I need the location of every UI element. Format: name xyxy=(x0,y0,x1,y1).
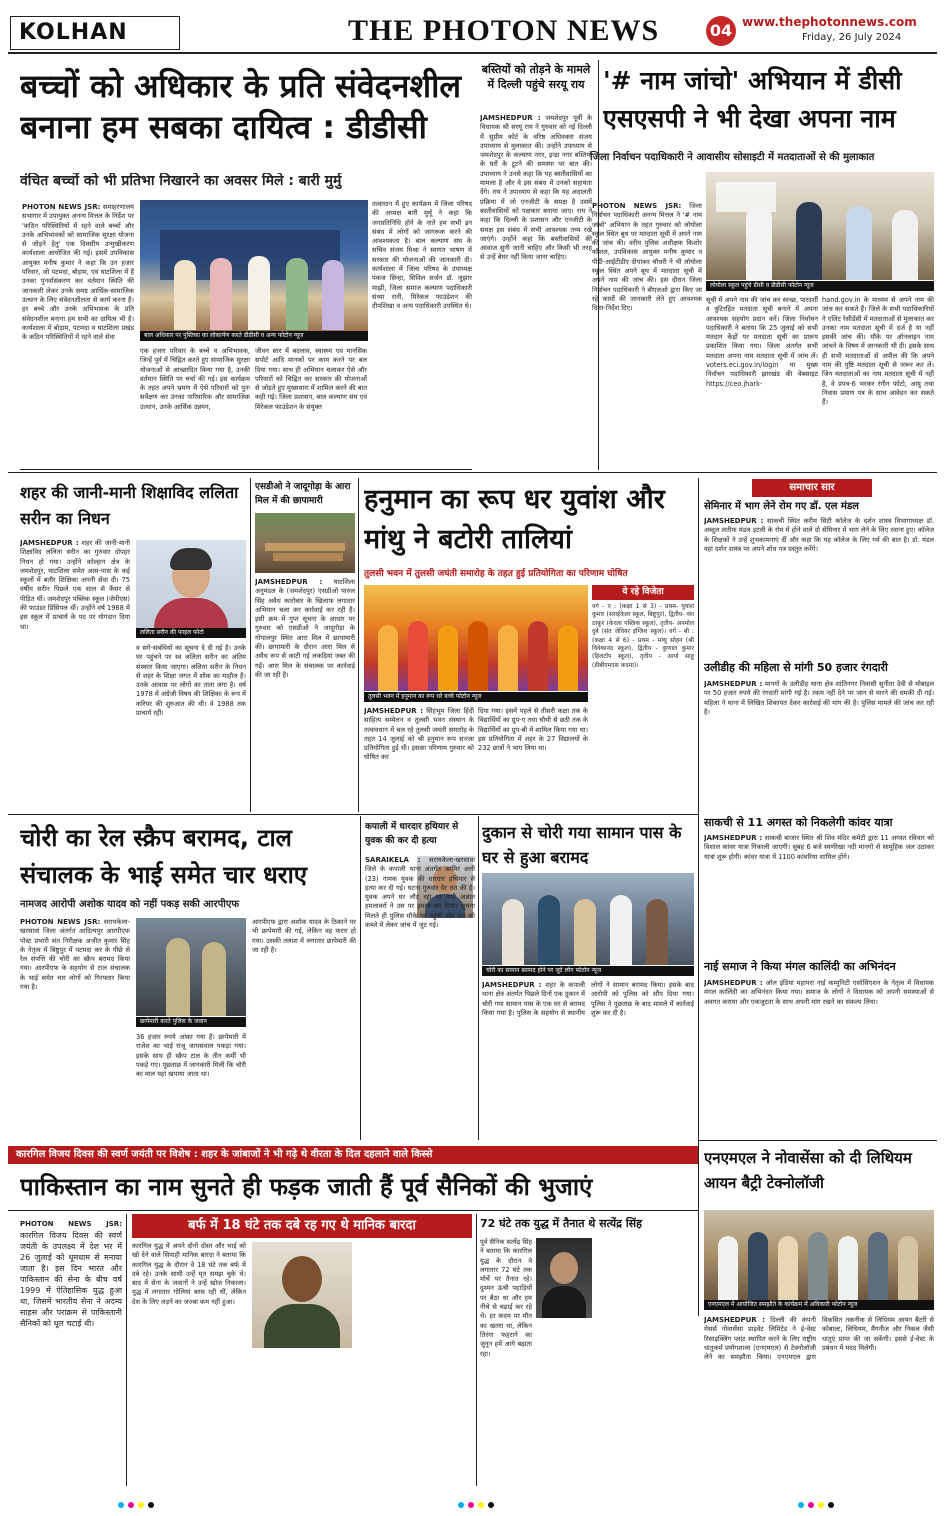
satyendra-singh-photo xyxy=(536,1238,592,1318)
person-shape xyxy=(718,1236,738,1300)
divider xyxy=(8,472,937,473)
manik-barda-heading: बर्फ में 18 घंटे तक दबे रह गए थे मानिक बारदा xyxy=(132,1214,472,1238)
article-body-sdo-raid: JAMSHEDPUR : घाटशिला अनुमंडल के (जमशेदपुर) एसडीओ पारुल सिंह अवैध कारोबार के खिलाफ लगातार अभियान चला कर कार्रवाई कर रही हैं। इसी क्रम में गुप्त सूचना के आधार पर गुरुवार को एसडीओ ने जादूगोड़ा के गोपालपुर स्थित आरा मिल में छापामारी की। छापामारी के दौरान आरा मिल से अवैध रूप से काटी गई लकड़ियां जब्त की गईं। आरा मिल के संचालक पर कार्रवाई की जा रही है। xyxy=(255,578,355,679)
article-body-satyendra-singh: पूर्व सैनिक सत्येंद्र सिंह ने बताया कि कारगिल युद्ध के दौरान वे लगातार 72 घंटे तक मोर्चे पर तैनात रहे। दुश्मन ऊंची पहाड़ियों पर बैठा था और हम नीचे से चढ़ाई कर रहे थे। हर कदम पर मौत का खतरा था, लेकिन तिरंगा फहराने का जुनून हमें आगे बढ़ाता रहा। xyxy=(480,1238,532,1358)
brief-body-kanwar: JAMSHEDPUR : साकची बाजार स्थित श्री शिव मंदिर कमेटी द्वारा 11 अगस्त रविवार को विशाल कांवर यात्रा निकाली जाएगी। सुबह 6 बजे स्वर्णरेखा नदी मानगो से सामूहिक जल उठाकर यात्रा शुरू होगी। कांवर यात्रा में 1100 कांवरिया शामिल होंगे। xyxy=(704,834,934,861)
body-text: समाहरणालय सभागार में उपायुक्त अनन्य मित्तल के निर्देश पर 'कठिन परिस्थितियों में रहने वाले बच्चों और उनके अभिभावकों को सामाजिक सुरक्षा योजना से जोड़ने हेतु' एक दिवसीय उन्मुखीकरण कार्यशाला आयोजित की गई। इसमें उपविकास आयुक्त मनीष कुमार ने कहा कि उन हजार परिवार, जो पटमदा, बोड़ाम, एवं घाटशिला में हैं उनका पुनर्वासकरण कर वर्तमान स्थिति की जानकारी लेकर उनके समग्र आर्थिक-सामाजिक उत्थान के लिए संवेदनशीलता से कार्य करना है। हर बच्चे और उनके अभिभावक के प्रति संवेदनशील बनाना हम सभी का दायित्व भी है। कार्यशाला में बोड़ाम, पटमदा व घाटशिला प्रखंड के कठिन परिस्थितियों में रहने वाले सेवा xyxy=(22,203,134,342)
article-body-nml-lithium: JAMSHEDPUR : दिल्ली की कंपनी मेसर्स नोवासेंसा प्राइवेट लिमिटेड ने ई-वेस्ट रिसाइक्लिंग प्लांट स्थापित करने के लिए राष्ट्रीय धातुकर्म प्रयोगशाला (एनएमएल) से टेक्नोलॉजी लेने का समझौता किया। एनएमएल द्वारा विकसित तकनीक से लिथियम आयन बैटरी से कोबाल्ट, लिथियम, मैंगनीज और निकल जैसी धातुएं प्राप्त की जा सकेंगी। इससे ई-वेस्ट के प्रबंधन में मदद मिलेगी। xyxy=(704,1316,934,1362)
divider xyxy=(20,469,472,470)
divider xyxy=(698,1140,937,1141)
face-shape xyxy=(550,1252,578,1284)
article-body-rail-scrap: 36 हजार रुपये आंका गया है। छापेमारी में राजेश का भाई राजू जायसवाल पकड़ा गया। इसके साथ ही स्क्रैप टाल के तीन कर्मी भी पकड़े गए। पूछताछ में जानकारी मिली कि चोरी का माल यहां खपाया जाता था। xyxy=(136,1033,246,1079)
article-body-naam-jancho: सूची में अपने नाम की जांच कर स्वच्छ, पारदर्शी व त्रुटिरहित मतदाता सूची बनाने में अपना आवश्यक सहयोग प्रदान करें। जिला निर्वाचन पदाधिकारी ने बताया कि 25 जुलाई को सभी मतदान केंद्रों पर मतदाता सूची का प्रारूप प्रकाशित किया गया। जिला अंतर्गत सभी मतदाता अपना नाम मतदाता सूची में जांच लें। voters.eci.gov.in/login या मुख्य निर्वाचन पदाधिकारी झारखंड की वेबसाइट https://ceo.jhark- xyxy=(706,296,818,388)
person-shape xyxy=(538,895,560,965)
divider xyxy=(8,1210,698,1211)
divider xyxy=(8,814,698,815)
headline-sdo-raid: एसडीओ ने जादूगोड़ा के आरा मिल में की छापामारी xyxy=(255,482,351,506)
article-body-hanuman-contest: दिया गया। इसमें पहले से तीसरी कक्षा तक के विद्यार्थियों का ग्रुप-ए तथा चौथी से छठी तक के विद्यार्थियों का ग्रुप-बी में शामिल किया गया था। इस प्रतियोगिता में शहर के 27 विद्यालयों के 232 छात्रों ने भाग लिया था। xyxy=(478,707,588,753)
photo-caption: चोरी का सामान बरामद होने पर जुटे लोग फोटोन न्यूज xyxy=(482,966,694,976)
person-shape xyxy=(838,1236,858,1300)
hair-shape xyxy=(170,548,212,570)
photo-caption: छापेमारी करते पुलिस के जवान xyxy=(136,1017,246,1027)
log-shape xyxy=(265,543,345,551)
photo-caption: बाल अधिकार पर पुस्तिका का लोकार्पण करते डीडीसी व अन्य फोटोन न्यूज xyxy=(140,331,368,341)
page-number: 04 xyxy=(706,16,736,46)
shoulder-shape xyxy=(542,1286,586,1318)
recovery-photo xyxy=(482,873,694,965)
person-shape xyxy=(748,1232,768,1300)
person-shape xyxy=(892,210,918,280)
column-rule xyxy=(360,816,361,1140)
article-body-manik-barda: कारगिल युद्ध में अपने दोनों दोस्त और भाई को खो देने वाले सिपाही मानिक बारदा ने बताया कि कारगिल युद्ध के दौरान वे 18 घंटे तक बर्फ में दबे रहे। उनके साथी उन्हें मृत समझ चुके थे। बाद में सेना के जवानों ने उन्हें खोज निकाला। युद्ध में लगातार गोलियां बरस रही थीं, लेकिन देश के लिए लड़ने का जज्बा कम नहीं हुआ। xyxy=(132,1242,246,1306)
child-shape xyxy=(558,625,578,691)
headline-lalita-sarin: शहर की जानी-मानी शिक्षाविद ललिता सरीन का निधन xyxy=(20,483,239,528)
kargil-special-band: कारगिल विजय दिवस की स्वर्ण जयंती पर विशेष : शहर के जांबाजों ने भी गढ़े थे वीरता के दिल दहलाने वाले किस्से xyxy=(8,1146,698,1164)
website-link[interactable]: www.thephotonnews.com xyxy=(742,15,917,29)
person-shape xyxy=(846,206,872,280)
nml-event-photo xyxy=(704,1210,934,1300)
photo-caption: लोयोला स्कूल पहुंचे डीसी व डीडीसी फोटोन न्यूज xyxy=(706,281,934,291)
workshop-photo xyxy=(140,200,368,340)
officer-shape xyxy=(166,938,190,1016)
headline-kapali-murder: कपाली में धारदार हथियार से युवक की कर दी हत्या xyxy=(365,822,459,846)
shoulder-shape xyxy=(264,1304,340,1348)
brief-body-seminar: JAMSHEDPUR : साकची स्थित करीम सिटी कॉलेज के दर्शन शास्त्र विभागाध्यक्ष डॉ. अब्दुल लतीफ मंडल इटली के रोम में होने वाले दो सेमिनार में भाग लेने के लिए रवाना हुए। कॉलेज के शिक्षकों ने उन्हें शुभकामनाएं दीं और कहा कि यह कॉलेज के लिए गर्व की बात है। डॉ. मंडल वहां दर्शन शास्त्र पर अपने शोध पत्र प्रस्तुत करेंगे। xyxy=(704,517,934,553)
brief-headline-seminar: सेमिनार में भाग लेने रोम गए डॉ. एल मंडल xyxy=(704,501,859,512)
article-body-lalita-sarin: JAMSHEDPUR : शहर की जानी-मानी शिक्षाविद ललिता सरीन का गुरुवार दोपहर निधन हो गया। उन्होंने कोल्हान क्षेत्र के जमशेदपुर, घाटशिला समेत आस-पास के कई स्कूलों में बतौर शिक्षिका अपनी सेवा दी। 75 वर्षीय सरीन पिछले एक साल से कैंसर से पीड़ित थीं। जमशेदपुर पब्लिक स्कूल (जेपीएस) की फाउंडर प्रिंसिपल थीं। उन्होंने वर्ष 1988 में इस स्कूल में प्राचार्य के पद पर योगदान दिया था। xyxy=(20,539,130,631)
headline-child-rights: बच्चों को अधिकार के प्रति संवेदनशील बनाना हम सबका दायित्व : डीडीसी xyxy=(20,67,462,146)
article-body-rail-scrap: PHOTON NEWS JSR: सरायकेला-खरसावां जिला अंतर्गत आदित्यपुर आरपीएफ पोस्ट प्रभारी संत निरीक्षक अजीत कुमार सिंह के नेतृत्व में बिष्टुपुर में पटमदा कर के पीछे से रेल संपत्ति की चोरी का स्क्रैप बरामद किया गया। आरपीएफ के सहयोग से टाल संचालक के भाई समेत चार लोगों को गिरफ्तार किया गया है। xyxy=(20,918,130,992)
headline-rail-scrap: चोरी का रेल स्क्रैप बरामद, टाल संचालक के भाई समेत चार धराए xyxy=(20,824,308,889)
person-shape xyxy=(808,1232,828,1300)
voters-photo xyxy=(706,172,934,280)
column-rule xyxy=(250,478,251,812)
photo-caption: एनएमएल में आयोजित समझौते के कार्यक्रम में अधिकारी फोटोन न्यूज xyxy=(704,1300,934,1310)
headline-saryu-roy: बस्तियों को तोड़ने के मामले में दिल्ली पहुंचे सरयू राय xyxy=(481,63,591,91)
headline-naam-jancho: '# नाम जांचो' अभियान में डीसी एसएसपी ने भी देखा अपना नाम xyxy=(603,66,902,133)
winners-list-continued xyxy=(592,710,694,810)
winners-heading: ये रहे विजेता xyxy=(592,585,694,600)
article-body-child-rights: तत्वाधान में हुए कार्यक्रम में जिला परिषद की अध्यक्ष बारी मुर्मू ने कहा कि जनप्रतिनिधि होने के नाते हम सभी इन संबंध में लोगों को जागरूक करने की आवश्यकता है। बाल कल्याण संघ के सचिव संजय मिश्रा ने स्वागत भाषण में सरकार की योजनाओं की जानकारी दी। कार्यशाला में जिला परिषद के उपाध्यक्ष पंकज सिन्हा, सिविल सर्जन डॉ. जुझार माझी, जिला समाज कल्याण पदाधिकारी संध्या रानी, मिरेकल फाउंडेशन की दीपशिखा व अन्य पदाधिकारी उपस्थित थे। xyxy=(372,200,472,311)
brief-body-extortion: JAMSHEDPUR : मानगो के उलीडीह थाना क्षेत्र शांतिनगर निवासी सुनीता देवी से मोबाइल पर 50 हजार रुपये की रंगदारी मांगी गई है। रकम नहीं देने पर जान से मारने की धमकी दी गई। महिला ने थाना में लिखित शिकायत देकर कार्रवाई की मांग की है। पुलिस मामले की जांच कर रही है। xyxy=(704,680,934,716)
subhead-child-rights: वंचित बच्चों को भी प्रतिभा निखारने का अवसर मिले : बारी मुर्मु xyxy=(20,173,342,189)
child-shape xyxy=(408,621,428,691)
subhead-naam-jancho: जिला निर्वाचन पदाधिकारी ने आवासीय सोसाइटी में मतदाताओं से की मुलाकात xyxy=(590,152,875,163)
person-shape xyxy=(778,1236,798,1300)
child-shape xyxy=(498,625,518,691)
face-shape xyxy=(282,1256,322,1302)
article-body-manik-barda-continued xyxy=(358,1242,472,1486)
headline-nml-lithium: एनएमएल ने नोवासेंसा को दी लिथियम आयन बैट्री टेक्नोलॉजी xyxy=(704,1149,912,1192)
headline-shop-theft: दुकान से चोरी गया सामान पास के घर से हुआ बरामद xyxy=(482,823,682,867)
person-shape xyxy=(796,202,822,280)
column-rule xyxy=(476,1214,477,1486)
person-shape xyxy=(248,256,270,330)
person-shape xyxy=(610,895,632,965)
manik-barda-photo xyxy=(252,1242,352,1348)
brief-headline-nai-samaj: नाई समाज ने किया मंगल कालिंदी का अभिनंदन xyxy=(704,960,896,973)
brief-headline-kanwar: साकची से 11 अगस्त को निकलेगी कांवर यात्रा xyxy=(704,816,893,829)
article-body-kargil-intro: PHOTON NEWS JSR: कारगिल विजय दिवस की स्वर्ण जयंती के उपलक्ष्य में देश भर में 26 जुलाई को धूमधाम से मनाया जाता है। इस दिन भारत और पाकिस्तान की सेना के बीच वर्ष 1999 में ऐतिहासिक युद्ध हुआ था, जिसमें भारतीय सेना ने अदम्य साहस और पराक्रम से पाकिस्तानी सैनिकों को धूल चटाई थी। xyxy=(20,1220,122,1328)
officer-shape xyxy=(202,942,226,1016)
article-body-kapali-murder: SARAIKELA : सरायकेला-खरसावां जिले के कपाली थाना अंतर्गत आमिर अली (23) नामक युवक की धारदार हथियार से हत्या कर दी गई। घटना गुरुवार देर रात की है। युवक अपने घर लौट रहा था तभी अज्ञात हमलावरों ने उस पर हमला कर दिया। सूचना मिलते ही पुलिस मौके पर पहुंची और शव को कब्जे में लेकर जांच में जुट गई। xyxy=(365,856,475,930)
saw-mill-photo xyxy=(255,513,355,573)
hanuman-kids-photo xyxy=(364,585,588,691)
person-shape xyxy=(574,899,596,965)
log-shape xyxy=(273,553,343,561)
print-color-bar xyxy=(0,1500,945,1510)
article-body-saryu-roy: JAMSHEDPUR : जमशेदपुर पूर्वी के विधायक श्री सरयू राय ने गुरुवार को नई दिल्ली में सुप्रीम कोर्ट के वरिष्ठ अधिवक्ता संजय उपाध्याय से मुलाकात की। उन्होंने उपाध्याय से जमशेदपुर के कल्याण नगर, इन्द्रा नगर बस्तियों के घरों के टूटने की समस्या पर बात की। उपाध्याय ने उनसे कहा कि यह बस्तीवासियों का मामला है और वे इस संबंध में उनको सहायता देंगे। राय ने उपाध्याय से कहा कि यह अदालती प्रक्रिया में जो एनजीटी के समक्ष है उसमें बस्तीवासियों को पक्षकार बनाया जाए। राय ने कहा कि दिल्ली के प्रशासन और एनजीटी के समक्ष इस संबंध में सभी आवश्यक तथ्य रखे जाएंगे। उन्होंने कहा कि बस्तीवासियों की आवाज सुनी जानी चाहिए और किसी भी तरह से उन्हें बेघर नहीं किया जाना चाहिए। xyxy=(480,114,592,262)
child-shape xyxy=(528,621,548,691)
person-shape xyxy=(174,260,196,330)
article-body-hanuman-contest: JAMSHEDPUR : सिंहभूम जिला हिंदी साहित्य सम्मेलन व तुलसी भवन संस्थान के तत्वावधान में चल रहे तुलसी जयंती समारोह के तहत 14 जुलाई को श्री हनुमान रूप सज्जा प्रतियोगिता हुई थी। इसका परिणाम गुरुवार को घोषित कर xyxy=(364,707,474,762)
article-body-rail-scrap: आरपीएफ द्वारा अशोक यादव के ठिकाने पर भी छापेमारी की गई, लेकिन वह फरार हो गया। उसकी तलाश में लगातार छापेमारी की जा रही है। xyxy=(252,918,356,954)
person-shape xyxy=(746,206,772,280)
article-body-satyendra-singh-continued xyxy=(596,1238,694,1486)
article-body-manik-barda-continued xyxy=(252,1352,352,1486)
brief-body-nai-samaj: JAMSHEDPUR : ऑल इंडिया महापरा नाई कम्युनिटी एसोसिएशन के नेतृत्व में विधायक मंगल कालिंदी का अभिनंदन किया गया। समाज के लोगों ने विधायक को अपनी समस्याओं से अवगत कराया और एकजुटता के साथ अपनी मांग रखने का संकल्प लिया। xyxy=(704,979,934,1006)
article-body-child-rights: एक हजार परिवार के बच्चे व अभिभावक, जिन्हें पूर्व में चिह्नित करते हुए सामाजिक सुरक्षा योजनाओं से आच्छादित किया गया है, उनकी वर्तमान स्थिति पर चर्चा की गई। इस कार्यक्रम के तहत अपने भ्रमण में ऐसे परिवारों को पुनः सर्वेक्षण कर उनका पारिवारिक और सामाजिक उत्थान, उनके आर्थिक उन्नयन, xyxy=(140,347,250,411)
article-body-naam-jancho: hand.gov.in के माध्यम से अपने नाम की जांच कर सकते हैं। जिले के सभी पदाधिकारियों ने एलिट रेसीडेंसी में मतदाताओं से मुलाकात कर उनका नाम मतदाता सूची में दर्ज है या नहीं इसकी जांच की। मौके पर ऑनलाइन नाम जांचने के विषय में जानकारी भी दी। इसके साथ ही सभी मतदाताओं से अपील की कि अपने नाम की पुष्टि मतदाता सूची से जरूर कर लें। जिन मतदाताओं का नाम मतदाता सूची में नहीं है, वे प्रपत्र-6 भरकर रंगीन फोटो, आयु तथा निवास प्रमाण पत्र के साथ आवेदन कर सकते हैं। xyxy=(822,296,934,407)
rpf-photo xyxy=(136,918,246,1016)
dateline: PHOTON NEWS JSR: xyxy=(22,203,101,211)
winners-list: वर्ग - ए : (कक्षा 1 से 3) - प्रथम- युवांश कुमार (सराईकेला स्कूल, बिष्टुपुर), द्वितीय- वंश ठाकुर (केरला पब्लिक स्कूल), तृतीय- अनमोल दुबे (संत जेवियर इंग्लिश स्कूल)। वर्ग - बी : (कक्षा 4 से 6) - प्रथम - मांथु सोहन (श्री विवेकानंद स्कूल), द्वितीय - कुणाल कुमार (हिलटॉप स्कूल), तृतीय - आर्या साहू (डीबीएमएस कदमा)। xyxy=(592,603,694,669)
newspaper-name: THE PHOTON NEWS xyxy=(348,14,660,47)
child-shape xyxy=(378,625,398,691)
shoulder-shape xyxy=(154,598,228,628)
headline-hanuman-contest: हनुमान का रूप धर युवांश और मांथु ने बटोरी तालियां xyxy=(364,484,665,555)
person-shape xyxy=(646,899,668,965)
article-body-child-rights xyxy=(22,203,134,458)
masthead-rule xyxy=(8,52,937,54)
person-shape xyxy=(286,258,308,330)
issue-date: Friday, 26 July 2024 xyxy=(802,32,902,43)
column-rule xyxy=(126,1214,127,1486)
photo-caption: तुलसी भवन में हनुमान का रूप धरे बच्चे फोटोन न्यूज xyxy=(364,692,588,702)
news-brief-label: समाचार सार xyxy=(752,479,872,497)
article-body-shop-theft: JAMSHEDPUR : शहर के कपाली थाना क्षेत्र अंतर्गत पिछले दिनों एक दुकान में चोरी गया सामान पास के एक घर से बरामद किया गया है। पुलिस के सहयोग से स्थानीय लोगों ने सामान बरामद किया। इसके बाद आरोपी को पुलिस को सौंप दिया गया। पुलिस ने पूछताछ के बाद मामले में कार्रवाई शुरू कर दी है। xyxy=(482,981,694,1017)
article-body-naam-jancho: PHOTON NEWS JSR: जिला निर्वाचन पदाधिकारी अनन्य मित्तल ने '# नाम जांचो' अभियान के तहत गुरुवार को लोयोला स्कूल स्थित बूथ पर मतदाता सूची में अपने नाम की जांच की। वरीय पुलिस अधीक्षक किशोर कौशल, उपविकास आयुक्त मनीष कुमार व पीडी-आईटीडीए दीपांकर चौधरी ने भी लोयोला स्कूल स्थित अपने बूथ में मतदाता सूची में अपने नाम की जांच की। इस दौरान जिला निर्वाचन पदाधिकारी ने बीएलओ द्वारा किए जा रहे कार्यों की जानकारी लेते हुए आवश्यक दिशा-निर्देश दिए। xyxy=(592,202,702,313)
portrait-photo xyxy=(136,540,246,628)
person-shape xyxy=(322,260,344,330)
child-shape xyxy=(468,621,488,691)
column-rule xyxy=(358,478,359,812)
satyendra-singh-heading: 72 घंटे तक युद्ध में तैनात थे सत्येंद्र सिंह xyxy=(480,1214,694,1234)
brief-headline-extortion: उलीडीह की महिला से मांगी 50 हजार रंगदारी xyxy=(704,661,888,674)
column-rule xyxy=(478,816,479,1140)
child-shape xyxy=(438,625,458,691)
photo-caption: ललिता सरीन की फाइल फोटो xyxy=(136,628,246,638)
person-shape xyxy=(898,1236,918,1300)
column-rule xyxy=(698,478,699,1316)
headline-kargil-veterans: पाकिस्तान का नाम सुनते ही फड़क जाती हैं पूर्व सैनिकों की भुजाएं xyxy=(20,1173,593,1201)
section-label: KOLHAN xyxy=(10,16,180,50)
person-shape xyxy=(502,899,524,965)
person-shape xyxy=(868,1232,888,1300)
article-body-lalita-sarin: व सगे-संबंधियों का सूचना दे दी गई है। उनके घर पहुंचने पर स्व ललिता सरीन का अंतिम संस्कार किया जाएगा। ललिता सरीन के निधन से शहर के शिक्षा जगत में शोक का माहौल है। उनके आवास पर लोगों का तांता लगा है। वर्ष 1978 में अंग्रेजी विषय की शिक्षिका के रूप में करियर की शुरुआत की थी। वे 1988 तक प्राचार्य रहीं। xyxy=(136,644,246,718)
article-body-child-rights: जीवन स्तर में बदलाव, स्वास्थ्य एवं मानसिक सपोर्ट आदि मानकों पर काम करने पर बल दिया गया। साथ ही अभियान चलाकर ऐसे और परिवारों को चिह्नित कर सरकार की योजनाओं से जोड़ते हुए मुख्यधारा में शामिल करने की बात कही गई। जिला प्रशासन, बाल कल्याण संघ एवं मिरेकल फाउंडेशन के संयुक्त xyxy=(255,347,367,411)
subhead-hanuman-contest: तुलसी भवन में तुलसी जयंती समारोह के तहत हुई प्रतियोगिता का परिणाम घोषित xyxy=(364,569,628,579)
person-shape xyxy=(210,258,232,330)
subhead-rail-scrap: नामजद आरोपी अशोक यादव को नहीं पकड़ सकी आरपीएफ xyxy=(20,899,240,910)
